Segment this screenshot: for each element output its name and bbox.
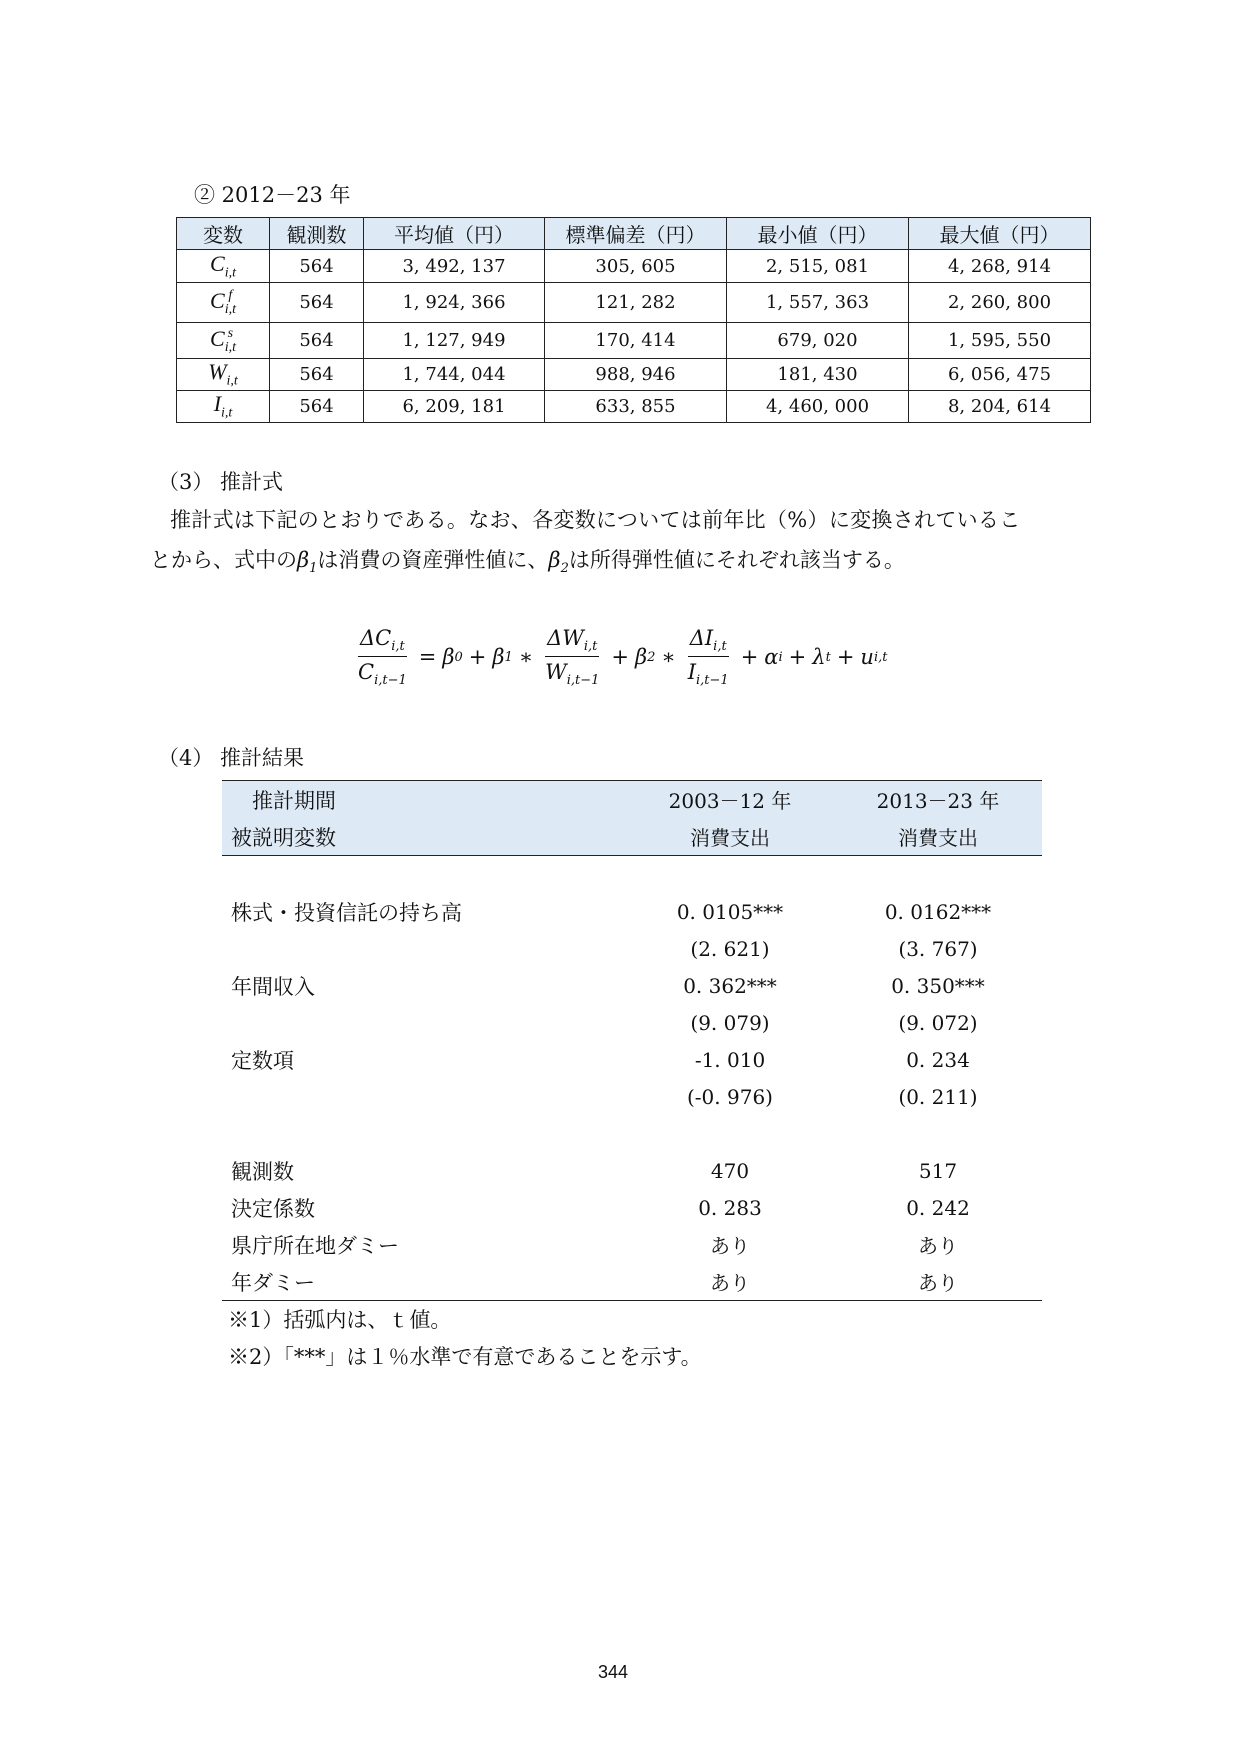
obs-cell: 564: [270, 323, 364, 359]
stat-cell: 0. 242: [906, 1195, 970, 1220]
max-cell: 2, 260, 800: [909, 283, 1091, 323]
mean-cell: 1, 924, 366: [364, 283, 545, 323]
variable-cell: C f i,t: [177, 283, 270, 323]
tvalue-cell: (9. 072): [898, 1010, 978, 1035]
paragraph-text: は消費の資産弾性値に、: [317, 548, 549, 572]
max-cell: 8, 204, 614: [909, 391, 1091, 423]
obs-cell: 564: [270, 391, 364, 423]
table-row: [222, 930, 1042, 967]
coef-cell: 0. 350***: [891, 973, 985, 998]
coef-cell: 0. 0105***: [676, 899, 784, 924]
min-cell: 1, 557, 363: [727, 283, 909, 323]
coef-cell: 0. 0162***: [884, 899, 992, 924]
section-heading-estimation-formula: （3） 推計式: [158, 470, 284, 494]
table-row: [222, 1263, 1042, 1301]
row-label: [222, 930, 626, 967]
paragraph-text: とから、式中の: [150, 548, 297, 572]
page-number: 344: [598, 1662, 629, 1682]
stat-label: 県庁所在地ダミー: [231, 1233, 399, 1258]
header-cell: 最大値（円）: [909, 218, 1091, 250]
stat-cell: 517: [918, 1158, 958, 1183]
section-heading-estimation-results: （4） 推計結果: [158, 746, 305, 770]
footnote-2: ※2）「***」は１％水準で有意であることを示す。: [228, 1345, 702, 1369]
stat-label: 年ダミー: [231, 1270, 315, 1295]
period-2003-12: 2003－12 年: [626, 781, 834, 819]
stat-cell: 470: [710, 1158, 750, 1183]
variable-cell: $C_{i,t}$: [177, 250, 270, 283]
row-label: [222, 1078, 626, 1115]
row-label: 株式・投資信託の持ち高: [231, 900, 462, 925]
mean-cell: 3, 492, 137: [364, 250, 545, 283]
sd-cell: 988, 946: [545, 359, 727, 391]
table-header-row: [222, 818, 1042, 856]
estimation-equation: $\frac{\Delta C_{i,t}}{C_{i,t-1}}$ = β 0 + β 1 ∗ $\frac{\Delta W_{i,t}}{W_{i,t-1}}$ + β 2 ∗ $\frac{\Delta I_{i,t}}{I_{i,t-1}}$ + α i + λ t + u i,t: [358, 626, 888, 689]
header-cell: 平均値（円）: [364, 218, 545, 250]
table-row: [177, 359, 1091, 391]
footnote-1: ※1）括弧内は、ｔ値。: [228, 1308, 452, 1332]
table-row: [222, 1078, 1042, 1115]
fraction-delta-w: $\frac{\Delta W_{i,t}}{W_{i,t-1}}$: [545, 626, 600, 689]
table-row: [222, 1189, 1042, 1226]
descriptive-stats-table: [176, 217, 1091, 423]
paragraph-line-1: 推計式は下記のとおりである。なお、各変数については前年比（%）に変換されているこ: [170, 508, 1021, 532]
tvalue-cell: (3. 767): [898, 936, 978, 961]
max-cell: 4, 268, 914: [909, 250, 1091, 283]
dependent-variable-label: 被説明変数: [222, 818, 626, 856]
paragraph-text: は所得弾性値にそれぞれ該当する。: [568, 548, 905, 572]
paragraph-line-2: [150, 548, 905, 577]
tvalue-cell: (0. 211): [898, 1084, 978, 1109]
stat-cell: あり: [918, 1271, 958, 1295]
sd-cell: 305, 605: [545, 250, 727, 283]
min-cell: 4, 460, 000: [727, 391, 909, 423]
section-heading-2012-23: ② 2012－23 年: [194, 183, 351, 207]
table-row: [222, 1152, 1042, 1189]
period-2013-23: 2013－23 年: [834, 781, 1042, 819]
row-label: 定数項: [231, 1048, 294, 1073]
min-cell: 679, 020: [727, 323, 909, 359]
stat-cell: あり: [710, 1234, 750, 1258]
max-cell: 1, 595, 550: [909, 323, 1091, 359]
coef-cell: 0. 362***: [683, 973, 777, 998]
tvalue-cell: (2. 621): [690, 936, 770, 961]
dependent-variable: 消費支出: [834, 818, 1042, 856]
stat-cell: 0. 283: [698, 1195, 762, 1220]
beta1-symbol: $\beta_1$: [297, 548, 318, 577]
estimation-results-table: [222, 780, 1042, 1301]
table-row: [177, 250, 1091, 283]
tvalue-cell: (9. 079): [690, 1010, 770, 1035]
header-cell: 変数: [177, 218, 270, 250]
max-cell: 6, 056, 475: [909, 359, 1091, 391]
fraction-delta-i: $\frac{\Delta I_{i,t}}{I_{i,t-1}}$: [687, 626, 729, 689]
row-label: 年間収入: [231, 974, 315, 999]
mean-cell: 1, 127, 949: [364, 323, 545, 359]
header-cell: 標準偏差（円）: [545, 218, 727, 250]
mean-cell: 6, 209, 181: [364, 391, 545, 423]
table-row: [177, 391, 1091, 423]
header-cell: 最小値（円）: [727, 218, 909, 250]
table-row: [222, 1004, 1042, 1041]
sd-cell: 121, 282: [545, 283, 727, 323]
min-cell: 2, 515, 081: [727, 250, 909, 283]
tvalue-cell: (-0. 976): [687, 1084, 773, 1109]
variable-cell: $W_{i,t}$: [177, 359, 270, 391]
table-row: [222, 1226, 1042, 1263]
stat-label: 決定係数: [231, 1196, 315, 1221]
sd-cell: 633, 855: [545, 391, 727, 423]
table-row: [222, 1041, 1042, 1078]
beta2-symbol: $\beta_2$: [548, 548, 569, 577]
variable-cell: $I_{i,t}$: [177, 391, 270, 423]
stat-label: 観測数: [231, 1159, 294, 1184]
table-row: [177, 323, 1091, 359]
obs-cell: 564: [270, 250, 364, 283]
obs-cell: 564: [270, 359, 364, 391]
header-cell: 観測数: [270, 218, 364, 250]
stat-cell: あり: [710, 1271, 750, 1295]
variable-cell: C s i,t: [177, 323, 270, 359]
table-row: [177, 283, 1091, 323]
table-header-row: [222, 781, 1042, 819]
coef-cell: -1. 010: [694, 1047, 766, 1072]
spacer-row: [222, 1115, 1042, 1152]
min-cell: 181, 430: [727, 359, 909, 391]
sd-cell: 170, 414: [545, 323, 727, 359]
dependent-variable: 消費支出: [626, 818, 834, 856]
coef-cell: 0. 234: [906, 1047, 970, 1072]
table-row: [222, 893, 1042, 930]
spacer-row: [222, 856, 1042, 894]
obs-cell: 564: [270, 283, 364, 323]
row-label: [222, 1004, 626, 1041]
mean-cell: 1, 744, 044: [364, 359, 545, 391]
fraction-delta-c: $\frac{\Delta C_{i,t}}{C_{i,t-1}}$: [358, 626, 407, 689]
table-header-row: [177, 218, 1091, 250]
period-label: 推計期間: [222, 781, 626, 819]
stat-cell: あり: [918, 1234, 958, 1258]
table-row: [222, 967, 1042, 1004]
